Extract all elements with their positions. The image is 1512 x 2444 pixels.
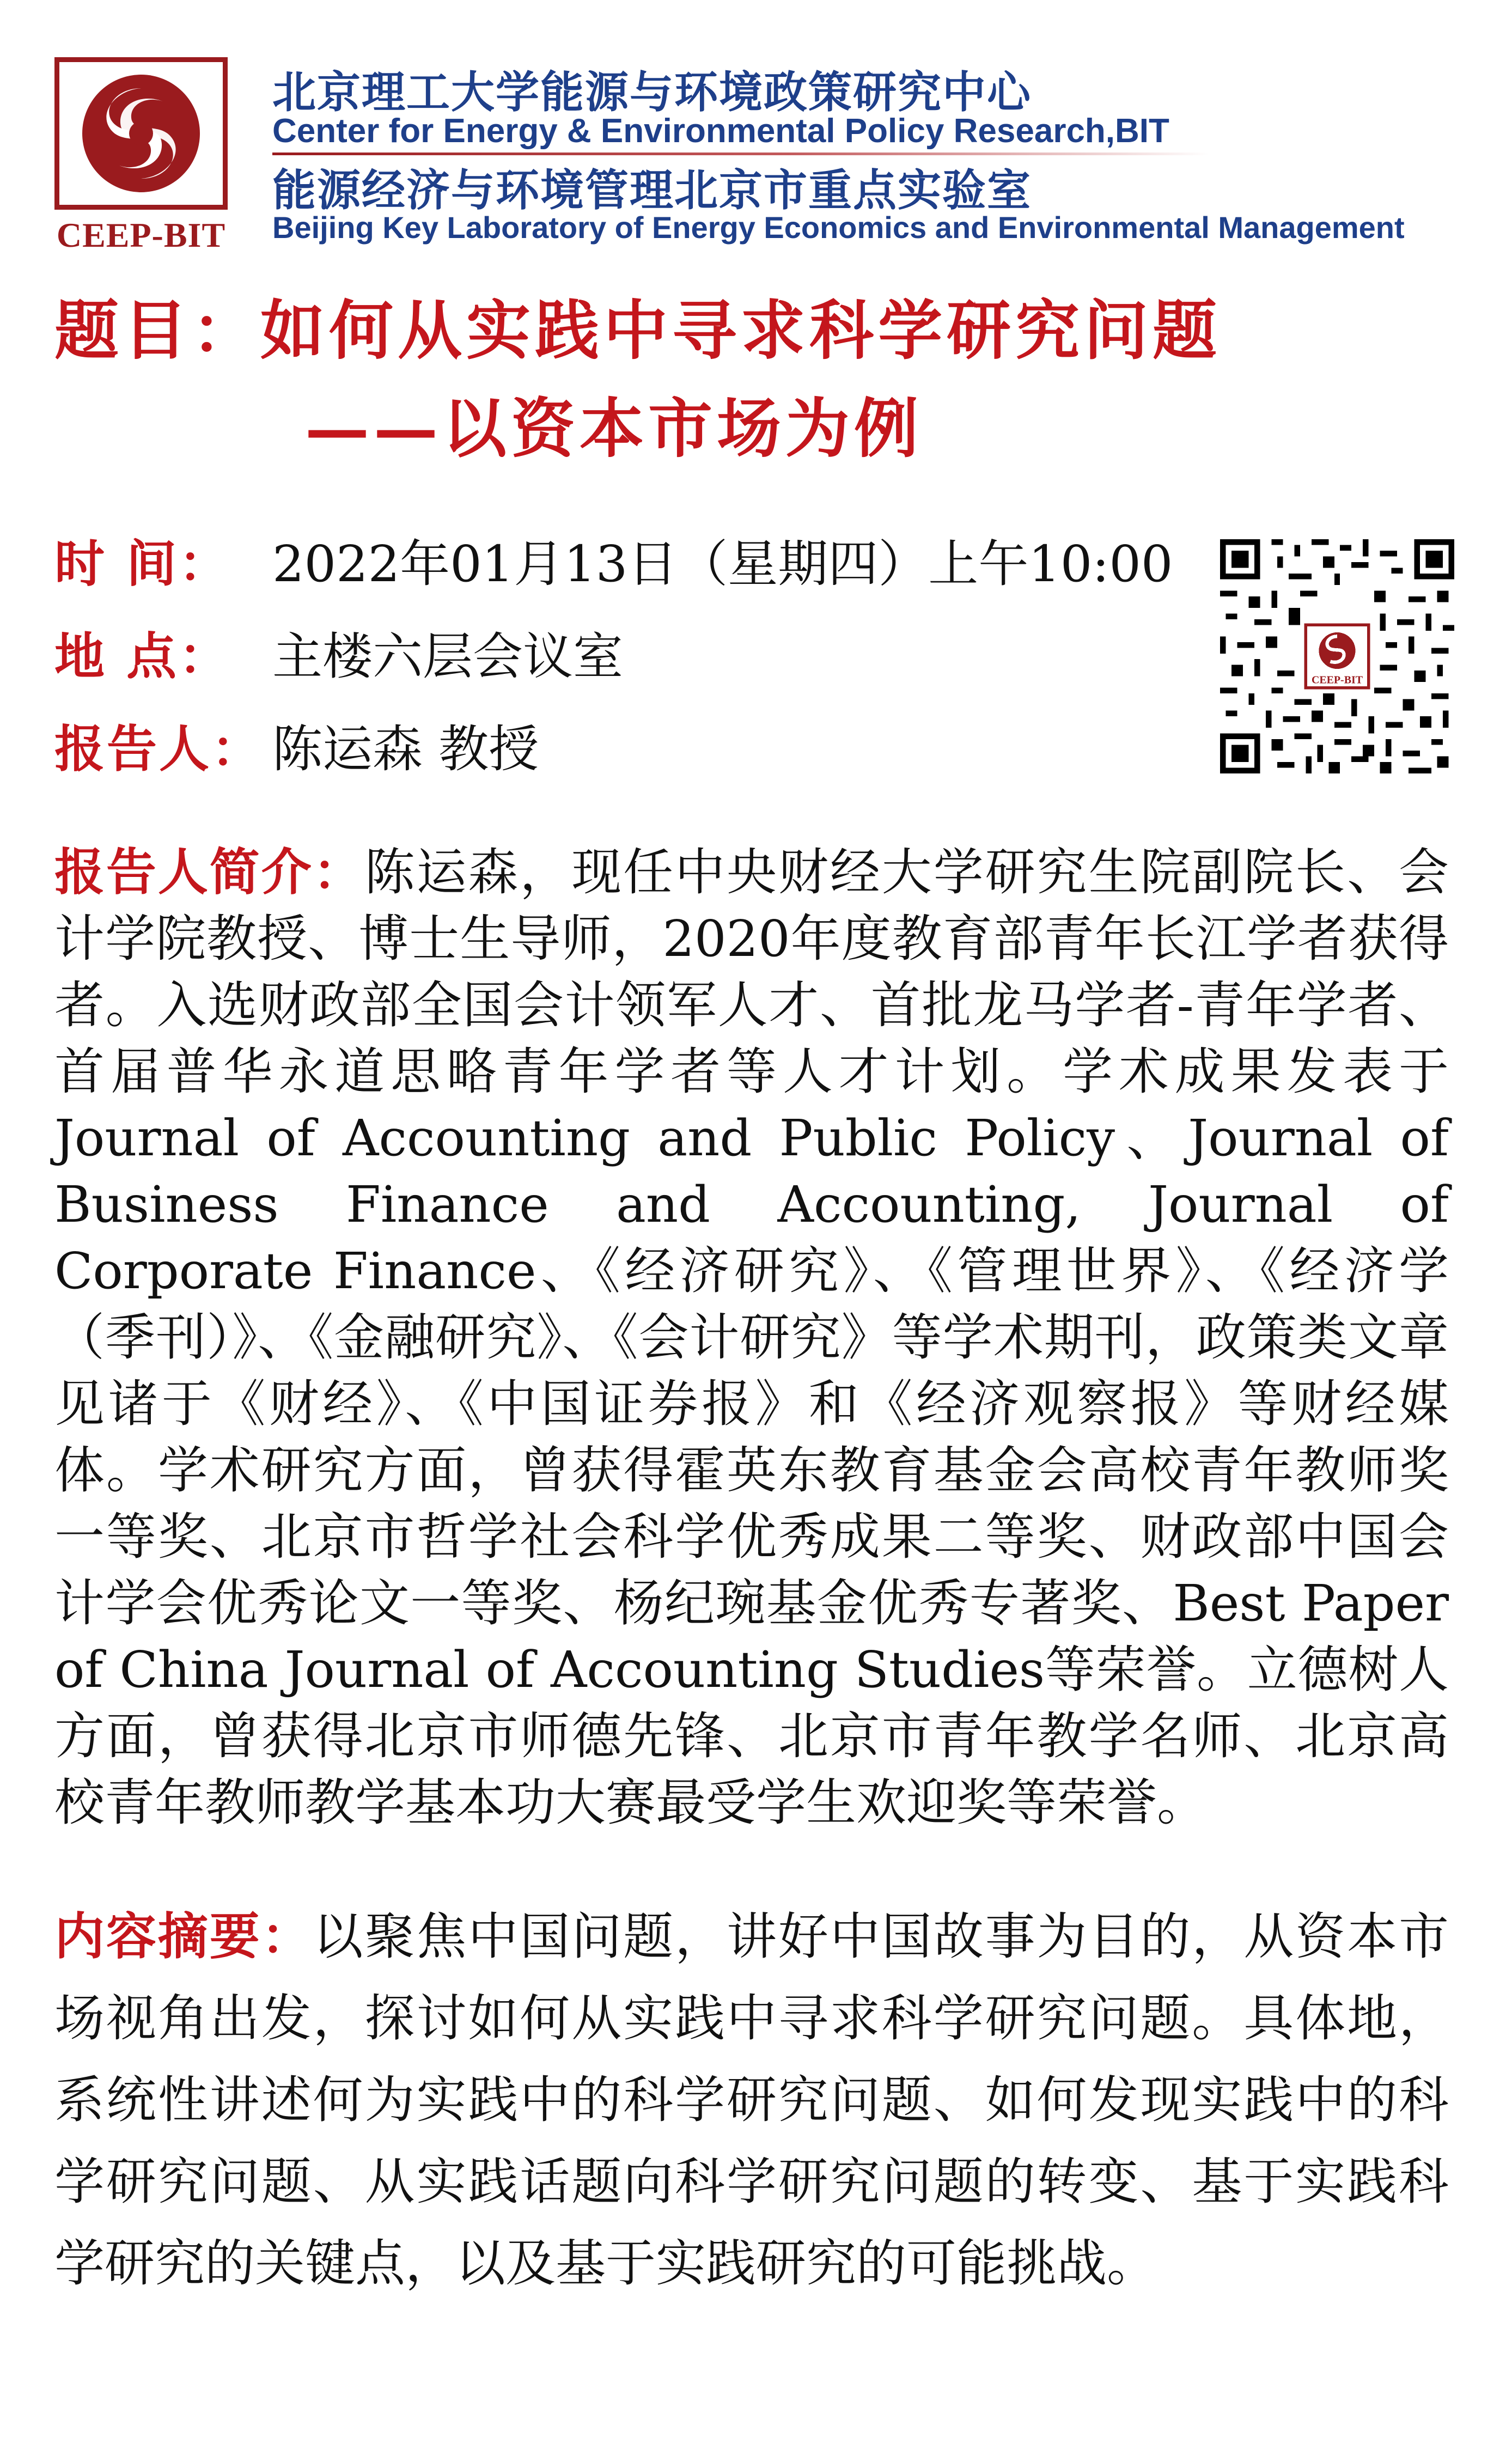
info-time-row [54,534,1173,594]
lab-name-en: Beijing Key Laboratory of Energy Economics and Environmental Management [272,210,1405,245]
qr-caption: CEEP-BIT [1311,674,1363,686]
speaker-bio [54,839,1449,1836]
lab-name-cn: 能源经济与环境管理北京市重点实验室 [272,165,1032,216]
page-subtitle: ——以资本市场为例 [305,391,923,466]
talk-abstract [54,1896,1449,2305]
swirl-logo-icon [59,62,223,205]
place-label: 地 点： [54,627,231,686]
time-value: 2022年01月13日（星期四）上午10:00 [272,535,1173,593]
abstract-label: 内容摘要： [54,1907,313,1966]
abstract-text: 以聚焦中国问题，讲好中国故事为目的，从资本市场视角出发，探讨如何从实践中寻求科学研究问题。具体地，系统性讲述何为实践中的科学研究问题、如何发现实践中的科学研究问题、从实践话题向科学研究问题的转变、基于实践科学研究的关键点，以及基于实践研究的可能挑战。 [54,1907,1449,2293]
logo-caption: CEEP-BIT [56,216,226,254]
page-title [54,289,1221,372]
title-label: 题目： [54,292,261,368]
place-value: 主楼六层会议室 [272,627,624,686]
title-main: 如何从实践中寻求科学研究问题 [260,292,1222,368]
center-name-en: Center for Energy & Environmental Policy Research,BIT [272,112,1169,150]
qr-code[interactable] [1220,539,1454,773]
speaker-value: 陈运森 教授 [272,720,539,778]
info-place-row [54,626,623,687]
speaker-label: 报告人： [54,720,264,778]
bio-label: 报告人简介： [54,843,365,901]
bio-text: 陈运森，现任中央财经大学研究生院副院长、会计学院教授、博士生导师，2020年度教育部青年长江学者获得者。入选财政部全国会计领军人才、首批龙马学者-青年学者、首届普华永道思略青年学者等人才计划。学术成果发表于Journal of Accounting and Public Policy、Journal of Business Finance and Accounting, Journal of Corporate Finance、《经济研究》、《管理世界》、《经济学（季刊）》、《金融研究》、《会计研究》等学术期刊，政策类文章见诸于《财经》、《中国证券报》和《经济观察报》等财经媒体。学术研究方面，曾获得霍英东教育基金会高校青年教师奖一等奖、北京市哲学社会科学优秀成果二等奖、财政部中国会计学会优秀论文一等奖、杨纪琬基金优秀专著奖、Best Paper of China Journal of Accounting Studies等荣誉。立德树人方面，曾获得北京市师德先锋、北京市青年教学名师、北京高校青年教师教学基本功大赛最受学生欢迎奖等荣誉。 [54,843,1449,1832]
time-label: 时 间： [54,534,231,593]
ceep-logo [54,57,228,210]
page-header [54,52,1471,253]
center-name-cn: 北京理工大学能源与环境政策研究中心 [272,67,1032,118]
info-speaker-row [54,719,539,779]
qr-code-icon [1220,539,1454,773]
